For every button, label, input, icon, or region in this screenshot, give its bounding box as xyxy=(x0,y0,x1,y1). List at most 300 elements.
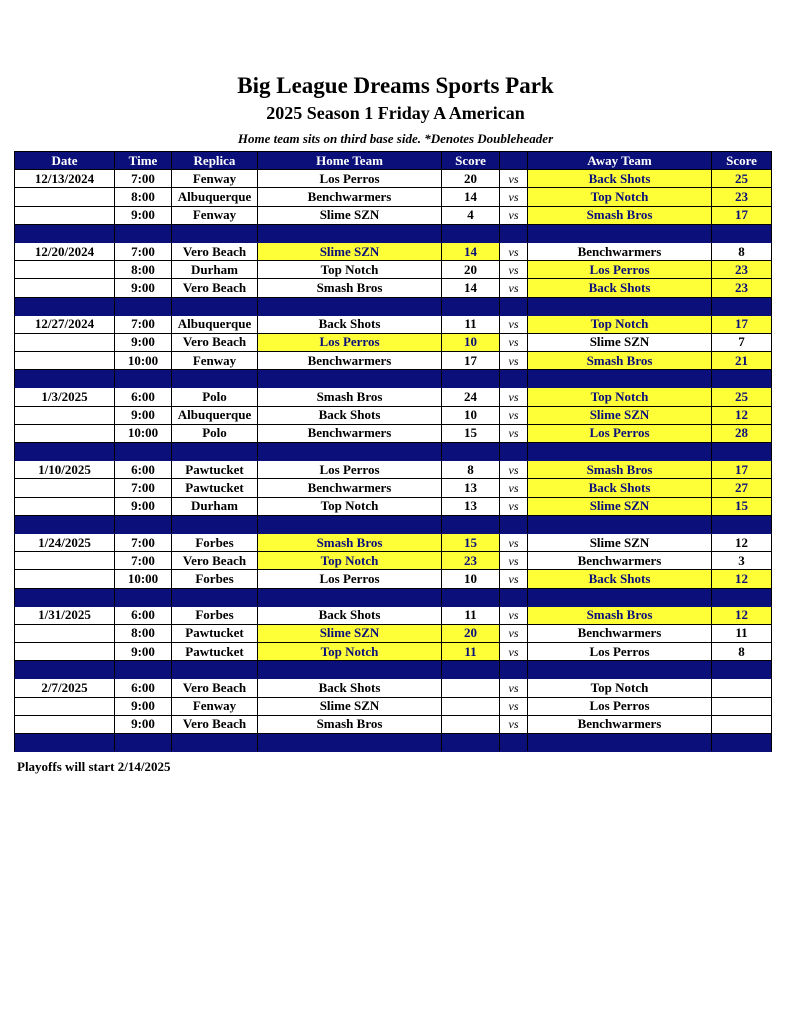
separator-cell xyxy=(115,224,172,242)
date-cell xyxy=(15,352,115,370)
home-team-cell: Los Perros xyxy=(258,333,442,351)
time-cell: 9:00 xyxy=(115,715,172,733)
time-cell: 9:00 xyxy=(115,333,172,351)
separator-cell xyxy=(115,515,172,533)
field-cell: Albuquerque xyxy=(172,406,258,424)
vs-label: vs xyxy=(500,333,528,351)
col-header-away-score: Score xyxy=(712,152,772,170)
game-row xyxy=(15,533,772,551)
game-row xyxy=(15,333,772,351)
separator-cell xyxy=(172,515,258,533)
game-row xyxy=(15,497,772,515)
vs-label: vs xyxy=(500,388,528,406)
away-score-cell: 8 xyxy=(712,242,772,260)
field-cell: Fenway xyxy=(172,170,258,188)
home-score-cell: 15 xyxy=(442,424,500,442)
separator-cell xyxy=(172,370,258,388)
vs-label: vs xyxy=(500,552,528,570)
field-cell: Vero Beach xyxy=(172,715,258,733)
date-cell xyxy=(15,643,115,661)
vs-label: vs xyxy=(500,479,528,497)
away-team-cell: Back Shots xyxy=(528,479,712,497)
date-cell xyxy=(15,279,115,297)
vs-label: vs xyxy=(500,315,528,333)
col-header-home-score: Score xyxy=(442,152,500,170)
separator-cell xyxy=(500,734,528,752)
away-team-cell: Slime SZN xyxy=(528,333,712,351)
separator-cell xyxy=(15,661,115,679)
home-score-cell: 4 xyxy=(442,206,500,224)
time-cell: 7:00 xyxy=(115,170,172,188)
col-header-away-team: Away Team xyxy=(528,152,712,170)
separator-cell xyxy=(500,661,528,679)
time-cell: 7:00 xyxy=(115,242,172,260)
away-team-cell: Top Notch xyxy=(528,188,712,206)
home-team-cell: Benchwarmers xyxy=(258,424,442,442)
separator-cell xyxy=(528,661,712,679)
home-score-cell: 20 xyxy=(442,624,500,642)
date-cell xyxy=(15,552,115,570)
separator-cell xyxy=(712,297,772,315)
separator-cell xyxy=(172,734,258,752)
away-score-cell: 17 xyxy=(712,315,772,333)
away-score-cell: 28 xyxy=(712,424,772,442)
separator-cell xyxy=(15,370,115,388)
game-row xyxy=(15,406,772,424)
away-score-cell xyxy=(712,679,772,697)
time-cell: 8:00 xyxy=(115,188,172,206)
header-row xyxy=(15,152,772,170)
vs-label: vs xyxy=(500,242,528,260)
date-cell xyxy=(15,570,115,588)
away-team-cell: Slime SZN xyxy=(528,497,712,515)
separator-cell xyxy=(528,370,712,388)
home-team-cell: Smash Bros xyxy=(258,533,442,551)
separator-cell xyxy=(712,370,772,388)
schedule-note: Home team sits on third base side. *Denotes Doubleheader xyxy=(237,131,554,146)
away-team-cell: Smash Bros xyxy=(528,206,712,224)
separator-cell xyxy=(115,443,172,461)
time-cell: 8:00 xyxy=(115,261,172,279)
home-team-cell: Los Perros xyxy=(258,170,442,188)
col-header-replica: Replica xyxy=(172,152,258,170)
away-team-cell: Los Perros xyxy=(528,424,712,442)
week-separator-row xyxy=(15,734,772,752)
col-header-vs xyxy=(500,152,528,170)
time-cell: 6:00 xyxy=(115,461,172,479)
field-cell: Pawtucket xyxy=(172,461,258,479)
separator-cell xyxy=(258,297,442,315)
home-score-cell: 14 xyxy=(442,279,500,297)
week-separator-row xyxy=(15,297,772,315)
home-team-cell: Los Perros xyxy=(258,570,442,588)
away-score-cell: 12 xyxy=(712,406,772,424)
home-team-cell: Benchwarmers xyxy=(258,188,442,206)
home-team-cell: Top Notch xyxy=(258,643,442,661)
week-separator-row xyxy=(15,224,772,242)
date-cell xyxy=(15,715,115,733)
date-cell xyxy=(15,261,115,279)
date-cell xyxy=(15,497,115,515)
separator-cell xyxy=(115,734,172,752)
home-score-cell: 13 xyxy=(442,497,500,515)
time-cell: 9:00 xyxy=(115,279,172,297)
separator-cell xyxy=(528,734,712,752)
week-separator-row xyxy=(15,661,772,679)
home-team-cell: Slime SZN xyxy=(258,624,442,642)
separator-cell xyxy=(712,224,772,242)
away-score-cell: 25 xyxy=(712,170,772,188)
field-cell: Albuquerque xyxy=(172,188,258,206)
field-cell: Vero Beach xyxy=(172,679,258,697)
away-score-cell: 23 xyxy=(712,261,772,279)
field-cell: Pawtucket xyxy=(172,624,258,642)
away-team-cell: Smash Bros xyxy=(528,606,712,624)
season-subtitle: 2025 Season 1 Friday A American xyxy=(266,103,525,123)
game-row xyxy=(15,479,772,497)
separator-cell xyxy=(258,588,442,606)
away-score-cell: 17 xyxy=(712,206,772,224)
separator-cell xyxy=(528,224,712,242)
field-cell: Pawtucket xyxy=(172,479,258,497)
vs-label: vs xyxy=(500,533,528,551)
away-score-cell xyxy=(712,697,772,715)
separator-cell xyxy=(258,661,442,679)
date-cell: 12/13/2024 xyxy=(15,170,115,188)
date-cell xyxy=(15,424,115,442)
time-cell: 9:00 xyxy=(115,206,172,224)
home-score-cell xyxy=(442,715,500,733)
field-cell: Forbes xyxy=(172,606,258,624)
separator-cell xyxy=(258,734,442,752)
away-score-cell: 8 xyxy=(712,643,772,661)
time-cell: 9:00 xyxy=(115,406,172,424)
separator-cell xyxy=(172,297,258,315)
away-team-cell: Back Shots xyxy=(528,170,712,188)
separator-cell xyxy=(258,224,442,242)
separator-cell xyxy=(172,588,258,606)
separator-cell xyxy=(442,661,500,679)
away-team-cell: Slime SZN xyxy=(528,533,712,551)
home-score-cell: 13 xyxy=(442,479,500,497)
home-score-cell xyxy=(442,679,500,697)
week-separator-row xyxy=(15,370,772,388)
game-row xyxy=(15,279,772,297)
separator-cell xyxy=(258,443,442,461)
home-score-cell xyxy=(442,697,500,715)
home-score-cell: 14 xyxy=(442,242,500,260)
home-score-cell: 15 xyxy=(442,533,500,551)
field-cell: Fenway xyxy=(172,206,258,224)
separator-cell xyxy=(172,224,258,242)
vs-label: vs xyxy=(500,570,528,588)
home-team-cell: Smash Bros xyxy=(258,279,442,297)
field-cell: Fenway xyxy=(172,352,258,370)
vs-label: vs xyxy=(500,424,528,442)
field-cell: Pawtucket xyxy=(172,643,258,661)
away-team-cell: Back Shots xyxy=(528,570,712,588)
game-row xyxy=(15,624,772,642)
home-score-cell: 10 xyxy=(442,406,500,424)
away-team-cell: Top Notch xyxy=(528,388,712,406)
away-score-cell: 11 xyxy=(712,624,772,642)
separator-cell xyxy=(442,515,500,533)
game-row xyxy=(15,643,772,661)
field-cell: Vero Beach xyxy=(172,333,258,351)
separator-cell xyxy=(500,588,528,606)
page-title: Big League Dreams Sports Park xyxy=(237,73,554,98)
game-row xyxy=(15,715,772,733)
time-cell: 7:00 xyxy=(115,552,172,570)
away-score-cell: 23 xyxy=(712,188,772,206)
time-cell: 7:00 xyxy=(115,479,172,497)
time-cell: 10:00 xyxy=(115,352,172,370)
time-cell: 9:00 xyxy=(115,697,172,715)
away-score-cell: 21 xyxy=(712,352,772,370)
away-team-cell: Smash Bros xyxy=(528,461,712,479)
home-team-cell: Back Shots xyxy=(258,406,442,424)
separator-cell xyxy=(442,443,500,461)
game-row xyxy=(15,388,772,406)
vs-label: vs xyxy=(500,279,528,297)
game-row xyxy=(15,679,772,697)
separator-cell xyxy=(172,443,258,461)
vs-label: vs xyxy=(500,643,528,661)
separator-cell xyxy=(712,734,772,752)
separator-cell xyxy=(258,370,442,388)
field-cell: Vero Beach xyxy=(172,279,258,297)
home-team-cell: Back Shots xyxy=(258,315,442,333)
field-cell: Durham xyxy=(172,261,258,279)
time-cell: 10:00 xyxy=(115,424,172,442)
separator-cell xyxy=(442,734,500,752)
vs-label: vs xyxy=(500,206,528,224)
date-cell xyxy=(15,333,115,351)
home-team-cell: Back Shots xyxy=(258,679,442,697)
col-header-time: Time xyxy=(115,152,172,170)
time-cell: 9:00 xyxy=(115,643,172,661)
home-score-cell: 17 xyxy=(442,352,500,370)
separator-cell xyxy=(442,297,500,315)
away-score-cell: 25 xyxy=(712,388,772,406)
home-team-cell: Top Notch xyxy=(258,261,442,279)
game-row xyxy=(15,188,772,206)
separator-cell xyxy=(528,297,712,315)
date-cell: 12/27/2024 xyxy=(15,315,115,333)
home-score-cell: 24 xyxy=(442,388,500,406)
home-score-cell: 23 xyxy=(442,552,500,570)
away-score-cell: 17 xyxy=(712,461,772,479)
week-separator-row xyxy=(15,515,772,533)
vs-label: vs xyxy=(500,261,528,279)
home-team-cell: Smash Bros xyxy=(258,388,442,406)
time-cell: 7:00 xyxy=(115,533,172,551)
game-row xyxy=(15,315,772,333)
field-cell: Fenway xyxy=(172,697,258,715)
game-row xyxy=(15,461,772,479)
separator-cell xyxy=(712,588,772,606)
field-cell: Polo xyxy=(172,424,258,442)
home-score-cell: 20 xyxy=(442,170,500,188)
away-team-cell: Top Notch xyxy=(528,679,712,697)
time-cell: 6:00 xyxy=(115,606,172,624)
away-score-cell: 12 xyxy=(712,606,772,624)
game-row xyxy=(15,552,772,570)
away-team-cell: Los Perros xyxy=(528,697,712,715)
schedule-body xyxy=(15,170,772,752)
separator-cell xyxy=(15,588,115,606)
home-team-cell: Smash Bros xyxy=(258,715,442,733)
away-score-cell xyxy=(712,715,772,733)
home-team-cell: Back Shots xyxy=(258,606,442,624)
date-cell xyxy=(15,206,115,224)
game-row xyxy=(15,352,772,370)
away-score-cell: 7 xyxy=(712,333,772,351)
separator-cell xyxy=(500,515,528,533)
separator-cell xyxy=(500,370,528,388)
separator-cell xyxy=(712,515,772,533)
away-team-cell: Benchwarmers xyxy=(528,552,712,570)
separator-cell xyxy=(115,297,172,315)
time-cell: 7:00 xyxy=(115,315,172,333)
date-cell: 1/10/2025 xyxy=(15,461,115,479)
game-row xyxy=(15,261,772,279)
separator-cell xyxy=(528,515,712,533)
away-team-cell: Los Perros xyxy=(528,261,712,279)
home-score-cell: 11 xyxy=(442,315,500,333)
home-score-cell: 14 xyxy=(442,188,500,206)
separator-cell xyxy=(115,588,172,606)
separator-cell xyxy=(442,370,500,388)
away-score-cell: 15 xyxy=(712,497,772,515)
away-team-cell: Smash Bros xyxy=(528,352,712,370)
vs-label: vs xyxy=(500,606,528,624)
game-row xyxy=(15,697,772,715)
vs-label: vs xyxy=(500,352,528,370)
away-team-cell: Benchwarmers xyxy=(528,715,712,733)
date-cell: 1/24/2025 xyxy=(15,533,115,551)
field-cell: Albuquerque xyxy=(172,315,258,333)
field-cell: Polo xyxy=(172,388,258,406)
game-row xyxy=(15,242,772,260)
separator-cell xyxy=(15,443,115,461)
away-team-cell: Los Perros xyxy=(528,643,712,661)
time-cell: 9:00 xyxy=(115,497,172,515)
separator-cell xyxy=(712,661,772,679)
vs-label: vs xyxy=(500,188,528,206)
vs-label: vs xyxy=(500,497,528,515)
home-team-cell: Slime SZN xyxy=(258,697,442,715)
home-score-cell: 20 xyxy=(442,261,500,279)
away-team-cell: Top Notch xyxy=(528,315,712,333)
separator-cell xyxy=(528,443,712,461)
separator-cell xyxy=(15,297,115,315)
separator-cell xyxy=(115,661,172,679)
away-team-cell: Benchwarmers xyxy=(528,624,712,642)
date-cell: 1/3/2025 xyxy=(15,388,115,406)
home-team-cell: Benchwarmers xyxy=(258,479,442,497)
away-score-cell: 27 xyxy=(712,479,772,497)
time-cell: 10:00 xyxy=(115,570,172,588)
home-team-cell: Top Notch xyxy=(258,552,442,570)
separator-cell xyxy=(258,515,442,533)
field-cell: Forbes xyxy=(172,533,258,551)
vs-label: vs xyxy=(500,679,528,697)
col-header-date: Date xyxy=(15,152,115,170)
away-team-cell: Back Shots xyxy=(528,279,712,297)
home-score-cell: 10 xyxy=(442,570,500,588)
date-cell: 12/20/2024 xyxy=(15,242,115,260)
separator-cell xyxy=(500,443,528,461)
separator-cell xyxy=(15,224,115,242)
week-separator-row xyxy=(15,588,772,606)
separator-cell xyxy=(500,297,528,315)
separator-cell xyxy=(115,370,172,388)
away-team-cell: Benchwarmers xyxy=(528,242,712,260)
date-cell xyxy=(15,188,115,206)
separator-cell xyxy=(172,661,258,679)
separator-cell xyxy=(528,588,712,606)
away-score-cell: 12 xyxy=(712,533,772,551)
home-team-cell: Los Perros xyxy=(258,461,442,479)
vs-label: vs xyxy=(500,170,528,188)
time-cell: 8:00 xyxy=(115,624,172,642)
field-cell: Durham xyxy=(172,497,258,515)
vs-label: vs xyxy=(500,406,528,424)
col-header-home-team: Home Team xyxy=(258,152,442,170)
away-score-cell: 12 xyxy=(712,570,772,588)
date-cell: 1/31/2025 xyxy=(15,606,115,624)
time-cell: 6:00 xyxy=(115,679,172,697)
game-row xyxy=(15,206,772,224)
date-cell xyxy=(15,479,115,497)
separator-cell xyxy=(15,734,115,752)
separator-cell xyxy=(442,224,500,242)
field-cell: Forbes xyxy=(172,570,258,588)
home-team-cell: Slime SZN xyxy=(258,242,442,260)
home-team-cell: Benchwarmers xyxy=(258,352,442,370)
separator-cell xyxy=(15,515,115,533)
game-row xyxy=(15,170,772,188)
game-row xyxy=(15,570,772,588)
date-cell xyxy=(15,697,115,715)
vs-label: vs xyxy=(500,697,528,715)
separator-cell xyxy=(500,224,528,242)
home-team-cell: Slime SZN xyxy=(258,206,442,224)
schedule-table xyxy=(14,151,772,752)
separator-cell xyxy=(712,443,772,461)
away-team-cell: Slime SZN xyxy=(528,406,712,424)
week-separator-row xyxy=(15,443,772,461)
field-cell: Vero Beach xyxy=(172,242,258,260)
home-score-cell: 8 xyxy=(442,461,500,479)
vs-label: vs xyxy=(500,715,528,733)
date-cell xyxy=(15,624,115,642)
away-score-cell: 23 xyxy=(712,279,772,297)
time-cell: 6:00 xyxy=(115,388,172,406)
home-team-cell: Top Notch xyxy=(258,497,442,515)
separator-cell xyxy=(442,588,500,606)
home-score-cell: 11 xyxy=(442,606,500,624)
game-row xyxy=(15,424,772,442)
date-cell xyxy=(15,406,115,424)
vs-label: vs xyxy=(500,461,528,479)
away-score-cell: 3 xyxy=(712,552,772,570)
game-row xyxy=(15,606,772,624)
home-score-cell: 10 xyxy=(442,333,500,351)
field-cell: Vero Beach xyxy=(172,552,258,570)
home-score-cell: 11 xyxy=(442,643,500,661)
